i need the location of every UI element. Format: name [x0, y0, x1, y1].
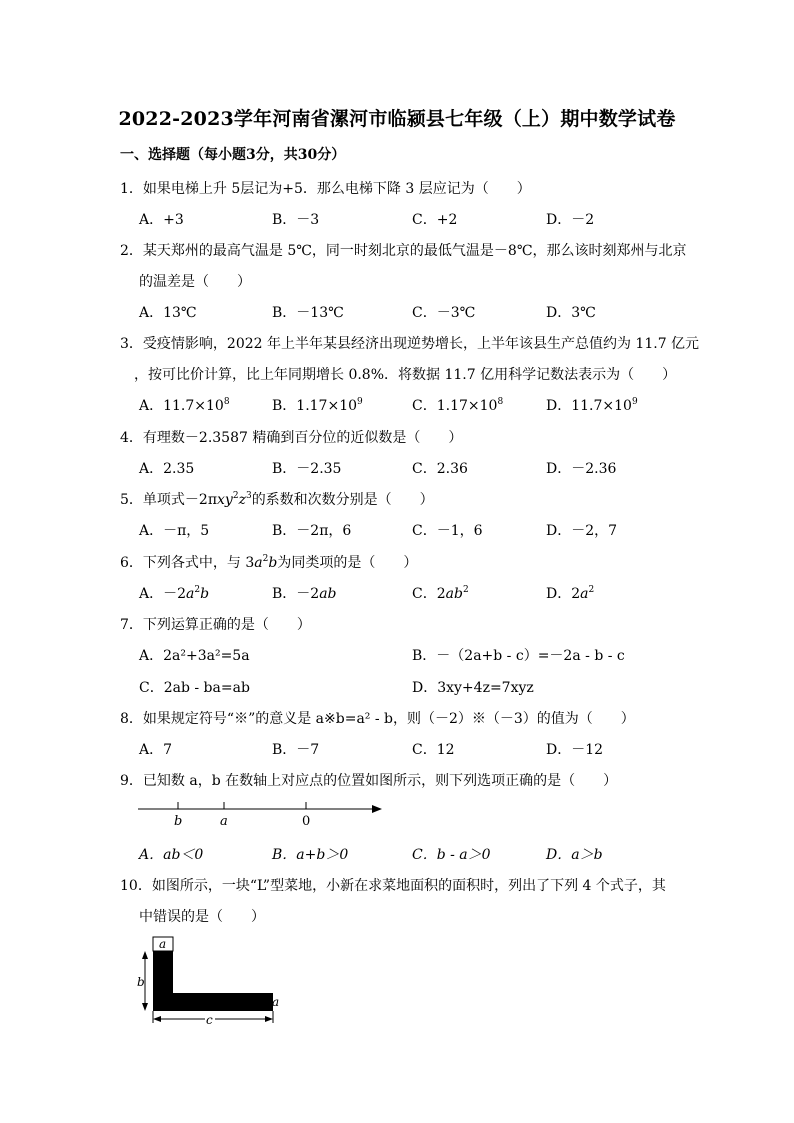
q3-option-b: B．$1.17\times 10^9$ [272, 397, 363, 414]
label-a: a [220, 814, 228, 829]
dim-b-arrow-top [142, 951, 148, 959]
q2-option-b: B．－13℃ [272, 305, 344, 321]
question-9: 9．已知数 a，b 在数轴上对应点的位置如图所示，则下列选项正确的是（ ） [120, 773, 618, 789]
q1-option-d: D．－2 [546, 212, 595, 228]
q3-option-c: C．$1.17\times 10^8$ [412, 397, 504, 414]
q5-option-a: A．－π，5 [139, 523, 210, 539]
q9-option-d: D．a＞b [546, 847, 603, 863]
q3-option-a: A．$11.7\times 10^8$ [139, 397, 230, 414]
label-zero: 0 [302, 814, 311, 829]
q6-option-b: B．－2ab [272, 586, 337, 602]
q9-option-c: C．b - a＞0 [412, 847, 491, 863]
question-2-line-2: 的温差是（ ） [139, 274, 251, 290]
q2-option-c: C．－3℃ [412, 305, 476, 321]
q3-option-d: D．$11.7\times 10^9$ [546, 397, 638, 414]
question-7: 7．下列运算正确的是（ ） [120, 617, 311, 633]
q4-option-a: A．2.35 [139, 461, 195, 477]
question-2-line-1: 2．某天郑州的最高气温是 5℃，同一时刻北京的最低气温是－8℃，那么该时刻郑州与北京 [120, 243, 687, 259]
q9-option-b: B．a+b＞0 [272, 847, 349, 863]
q2-option-d: D．3℃ [546, 305, 596, 321]
number-line-arrow [372, 805, 382, 813]
q7-option-c: C．2ab - ba=ab [139, 680, 250, 696]
q1-option-c: C．+2 [412, 212, 458, 228]
q5-option-c: C．－1，6 [412, 523, 483, 539]
q8-option-a: A．7 [139, 742, 173, 758]
question-8: 8．如果规定符号“※”的意义是 a※b=a² - b，则（－2）※（－3）的值为（ ） [120, 711, 635, 727]
number-line-figure [136, 798, 388, 830]
label-c: c [206, 1013, 213, 1027]
question-5: 5．单项式$-2\pi xy^2z^3$的系数和次数分别是（ ） [120, 491, 434, 508]
q8-option-c: C．12 [412, 742, 455, 758]
q1-option-a: A．+3 [139, 212, 184, 228]
question-1: 1．如果电梯上升 5层记为+5．那么电梯下降 3 层应记为（ ） [120, 181, 531, 197]
question-10-line-1: 10．如图所示，一块“L”型菜地，小新在求菜地面积的面积时，列出了下列 4 个式子，其 [120, 878, 666, 894]
q6-option-d: D．$2a^2$ [546, 585, 595, 602]
question-6: 6．下列各式中，与 $3a^2b$为同类项的是（ ） [120, 554, 418, 571]
q6-option-a: A．$-2a^2b$ [139, 585, 210, 602]
label-b-dim: b [137, 975, 145, 989]
dim-b-arrow-bottom [142, 1003, 148, 1011]
l-shape-figure [133, 935, 283, 1027]
section-heading: 一、选择题（每小题3分，共30分） [120, 147, 346, 163]
q4-option-d: D．－2.36 [546, 461, 617, 477]
q6-option-c: C．$2ab^2$ [412, 585, 469, 602]
question-3-line-2: ，按可比价计算，比上年同期增长 0.8%．将数据 11.7 亿用科学记数法表示为（ ） [134, 367, 677, 383]
label-b: b [174, 814, 183, 829]
q2-option-a: A．13℃ [139, 305, 197, 321]
q5-option-b: B．－2π，6 [272, 523, 352, 539]
q8-option-d: D．－12 [546, 742, 604, 758]
q7-option-a: A．2a²+3a²=5a [139, 648, 250, 664]
q8-option-b: B．－7 [272, 742, 320, 758]
label-a-right: a [272, 995, 280, 1009]
q5-option-d: D．－2，7 [546, 523, 618, 539]
q9-option-a: A．ab＜0 [139, 847, 204, 863]
dim-c-arrow-right [265, 1016, 273, 1022]
page-title: 2022-2023学年河南省漯河市临颍县七年级（上）期中数学试卷 [118, 108, 676, 130]
question-4: 4．有理数－2.3587 精确到百分位的近似数是（ ） [120, 430, 463, 446]
q4-option-b: B．－2.35 [272, 461, 342, 477]
dim-c-arrow-left [153, 1016, 161, 1022]
q1-option-b: B．－3 [272, 212, 320, 228]
label-a-top: a [159, 937, 167, 951]
l-shape-region [153, 951, 273, 1011]
question-3-line-1: 3．受疫情影响，2022 年上半年某县经济出现逆势增长，上半年该县生产总值约为 11.7 亿元 [120, 336, 700, 352]
q4-option-c: C．2.36 [412, 461, 468, 477]
q7-option-b: B．－（2a+b - c）=－2a - b - c [412, 648, 625, 664]
q7-option-d: D．3xy+4z=7xyz [412, 680, 534, 696]
question-10-line-2: 中错误的是（ ） [139, 909, 265, 925]
